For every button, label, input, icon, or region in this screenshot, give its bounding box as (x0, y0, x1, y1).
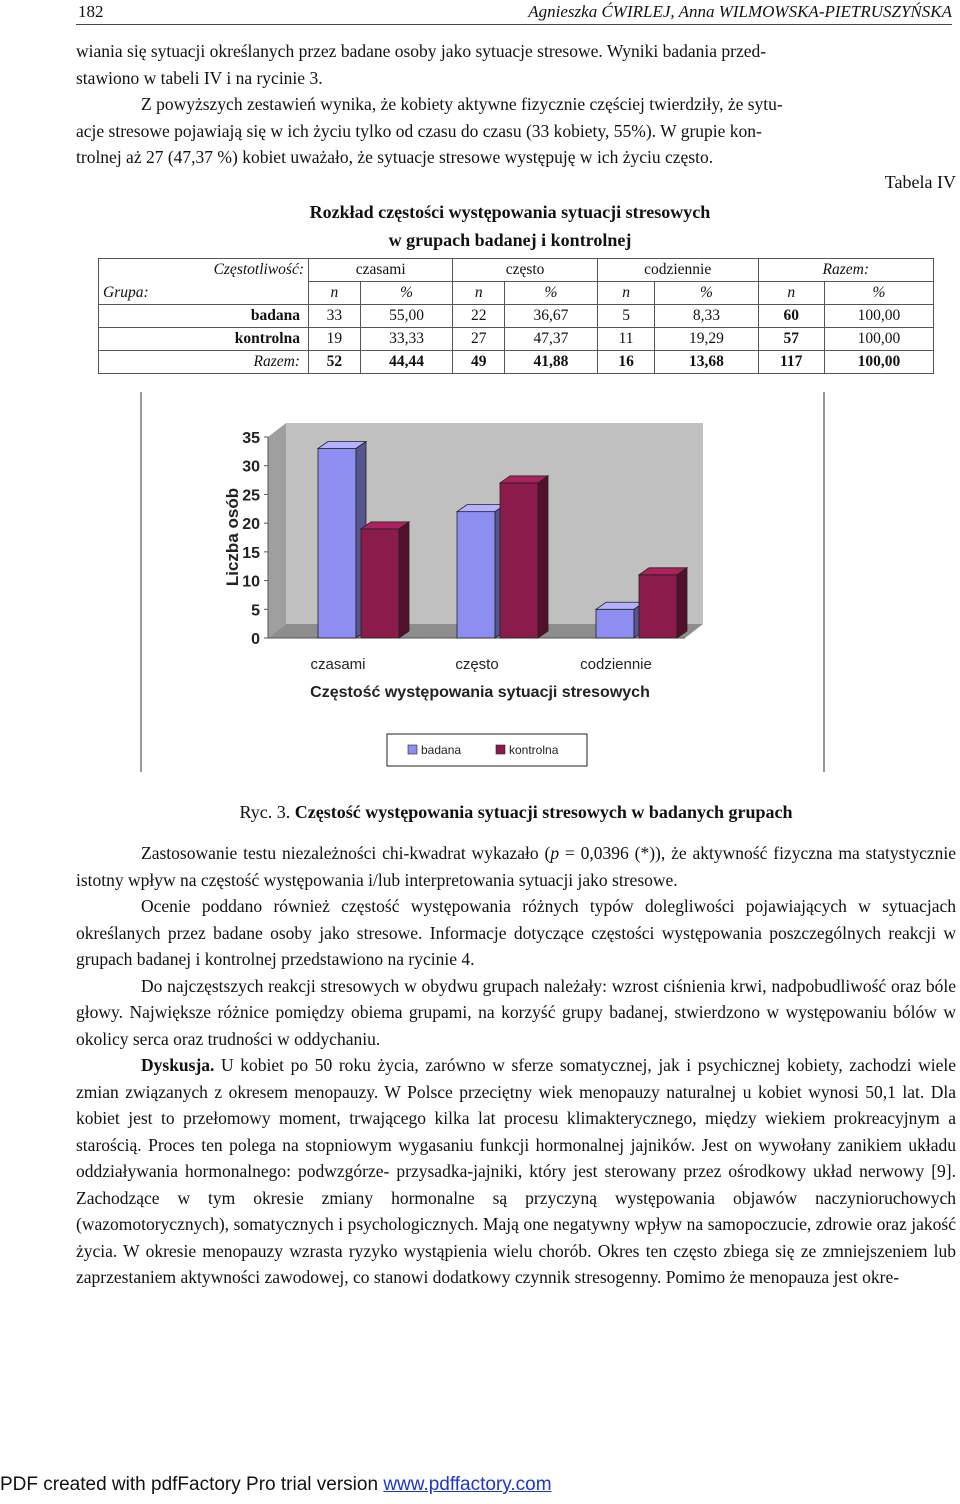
table-cell: 33 (308, 305, 360, 328)
y-tick-label: 5 (251, 602, 260, 620)
sub-header: % (360, 282, 453, 305)
x-tick-label: czasami (310, 656, 366, 673)
section-heading: Dyskusja. (141, 1055, 215, 1075)
bar-kontrolna-czasami (361, 529, 399, 638)
table-cell: 60 (758, 305, 824, 328)
table-label: Tabela IV (884, 172, 956, 192)
table-cell: 33,33 (360, 328, 453, 351)
table-title-line: Rozkład częstości występowania sytuacji stresowych (309, 202, 711, 222)
frequency-table (98, 258, 934, 374)
sub-header: % (824, 282, 933, 305)
p-symbol: p (550, 843, 560, 863)
sub-header: n (308, 282, 360, 305)
table-cell: 16 (597, 351, 655, 374)
sub-header: n (453, 282, 505, 305)
y-tick-label: 30 (242, 458, 260, 476)
bar-side-kontrolna-często (538, 476, 548, 638)
x-tick-label: codziennie (580, 656, 652, 673)
table-row-total (99, 351, 934, 374)
body-text (76, 840, 956, 1291)
legend-label: kontrolna (509, 743, 559, 757)
row-label: kontrolna (99, 328, 309, 351)
col-group-header: codziennie (597, 259, 758, 282)
page-number: 182 (78, 2, 104, 21)
y-tick-label: 20 (242, 516, 260, 534)
table-cell: 47,37 (505, 328, 598, 351)
intro-text (76, 38, 956, 171)
col-group-header: często (453, 259, 597, 282)
bar-side-kontrolna-codziennie (677, 568, 687, 638)
y-tick-label: 0 (251, 631, 260, 648)
figure-3 (140, 392, 825, 772)
table-title-line: w grupach badanej i kontrolnej (388, 230, 632, 250)
table-header-row (99, 259, 934, 282)
table-cell: 41,88 (505, 351, 598, 374)
table-subheader-row (99, 282, 934, 305)
footer-link[interactable]: www.pdffactory.com (383, 1474, 552, 1495)
table-cell: 100,00 (824, 351, 933, 374)
table-cell: 44,44 (360, 351, 453, 374)
body-text-run: Zastosowanie testu niezależności chi-kwadrat wykazało ( (141, 843, 551, 863)
col-group-header: czasami (308, 259, 452, 282)
table-cell: 49 (453, 351, 505, 374)
y-tick-label: 10 (242, 573, 260, 591)
row-label: Razem: (99, 351, 309, 374)
pdf-footer (0, 1474, 552, 1496)
intro-line: trolnej aż 27 (47,37 %) kobiet uważało, że sytuacje stresowe występuję w ich życiu często. (76, 147, 714, 167)
table-cell: 100,00 (824, 328, 933, 351)
legend-swatch-badana (408, 745, 417, 754)
bar-side-kontrolna-czasami (399, 522, 409, 638)
intro-line: stawiono w tabeli IV i na rycinie 3. (76, 67, 323, 88)
table-cell: 57 (758, 328, 824, 351)
intro-line: acje stresowe pojawiają się w ich życiu tylko od czasu do czasu (33 kobiety, 55%). W grupie kon- (76, 120, 762, 141)
table-cell: 36,67 (505, 305, 598, 328)
table-cell: 22 (453, 305, 505, 328)
table-cell: 55,00 (360, 305, 453, 328)
bar-badana-czasami (318, 448, 356, 638)
legend-label: badana (421, 743, 462, 757)
intro-line: wiania się sytuacji określanych przez badane osoby jako sytuacje stresowe. Wyniki badania przed- (76, 41, 767, 61)
col-group-header: Razem: (758, 259, 933, 282)
y-tick-label: 25 (242, 487, 260, 505)
figure-caption (76, 802, 956, 823)
caption-title: Częstość występowania sytuacji stresowych w badanych grupach (294, 802, 793, 822)
sub-header: % (505, 282, 598, 305)
body-paragraph: Do najczęstszych reakcji stresowych w obydwu grupach należały: wzrost ciśnienia krwi, nadpobudliwość oraz bóle głowy. Największe różnice pomiędzy obiema grupami, na korzyść grupy badanej, stwierdzono w występowaniu bólów w okolicy serca oraz trudności w oddychaniu. (76, 975, 956, 1049)
sub-header: n (597, 282, 655, 305)
footer-text: PDF created with pdfFactory Pro trial version (0, 1474, 384, 1495)
body-paragraph (76, 1052, 956, 1291)
bar-kontrolna-codziennie (639, 575, 677, 638)
table-row (99, 305, 934, 328)
table-title (240, 198, 780, 254)
running-head-authors: Agnieszka ĆWIRLEJ, Anna WILMOWSKA-PIETRUSZYŃSKA (528, 2, 952, 21)
bar-kontrolna-często (500, 483, 538, 638)
row-label: badana (99, 305, 309, 328)
y-tick-label: 35 (242, 430, 260, 447)
bar-badana-codziennie (596, 609, 634, 638)
table-cell: 5 (597, 305, 655, 328)
body-paragraph (76, 840, 956, 893)
intro-line: Z powyższych zestawień wynika, że kobiety aktywne fizycznie częściej twierdziły, że sytu- (141, 94, 783, 114)
table-cell: 11 (597, 328, 655, 351)
sub-header: % (655, 282, 758, 305)
x-tick-label: często (455, 656, 499, 673)
chart-title: Częstość występowania sytuacji stresowych (310, 684, 650, 701)
table-cell: 8,33 (655, 305, 758, 328)
caption-prefix: Ryc. 3. (239, 802, 291, 822)
frequency-label: Częstotliwość: (99, 259, 309, 282)
y-axis-title: Liczba osób (223, 487, 242, 587)
side-wall (268, 423, 286, 638)
legend-swatch-kontrolna (496, 745, 505, 754)
page-header (76, 0, 952, 25)
table-cell: 13,68 (655, 351, 758, 374)
table-cell: 100,00 (824, 305, 933, 328)
table-cell: 19 (308, 328, 360, 351)
table-cell: 52 (308, 351, 360, 374)
bar-chart (140, 392, 825, 772)
body-text-run: = 0,0396 (*)), że aktywność fizyczna ma statystycznie istotny wpływ na częstość występowania i/lub interpretowania sytuacji jako stresowe. (76, 843, 956, 890)
table-row (99, 328, 934, 351)
table-cell: 19,29 (655, 328, 758, 351)
bar-badana-często (457, 512, 495, 638)
body-text-run: U kobiet po 50 roku życia, zarówno w sferze somatycznej, jak i psychicznej kobiety, zachodzi wiele zmian związanych z okresem menopauzy. W Polsce przeciętny wiek menopauzy naturalnej u kobiet wynosi 50,1 lat. Dla kobiet jest to przełomowy moment, trwającego kilka lat procesu klimakterycznego, między wiekiem prokreacyjnym a starością. Proces ten polega na stopniowym wygasaniu funkcji hormonalnej jajników. Jest on wywołany zanikiem układu oddziaływania hormonalnego: podwzgórze- przysadka-jajniki, który jest sterowany przez ośrodkowy układ nerwowy [9]. Zachodzące w tym okresie zmiany hormonalne są przyczyną występowania objawów naczynioruchowych (wazomotorycznych), somatycznych i psychologicznych. Mają one negatywny wpływ na samopoczucie, zdrowie oraz jakość życia. W okresie menopauzy wzrasta ryzyko wystąpienia wielu chorób. Okres ten często zbiega się ze zmniejszeniem lub zaprzestaniem aktywności zawodowej, co stanowi dodatkowy czynnik stresogenny. Pomimo że menopauza jest okre- (76, 1055, 956, 1287)
y-tick-label: 15 (242, 544, 260, 562)
table-cell: 27 (453, 328, 505, 351)
body-paragraph: Ocenie poddano również częstość występowania różnych typów dolegliwości pojawiających w sytuacjach określanych przez badane osoby jako stresowe. Informacje dotyczące częstości występowania poszczególnych reakcji w grupach badanej i kontrolnej przedstawiono na rycinie 4. (76, 896, 956, 969)
sub-header: n (758, 282, 824, 305)
group-label: Grupa: (99, 282, 309, 305)
table-cell: 117 (758, 351, 824, 374)
